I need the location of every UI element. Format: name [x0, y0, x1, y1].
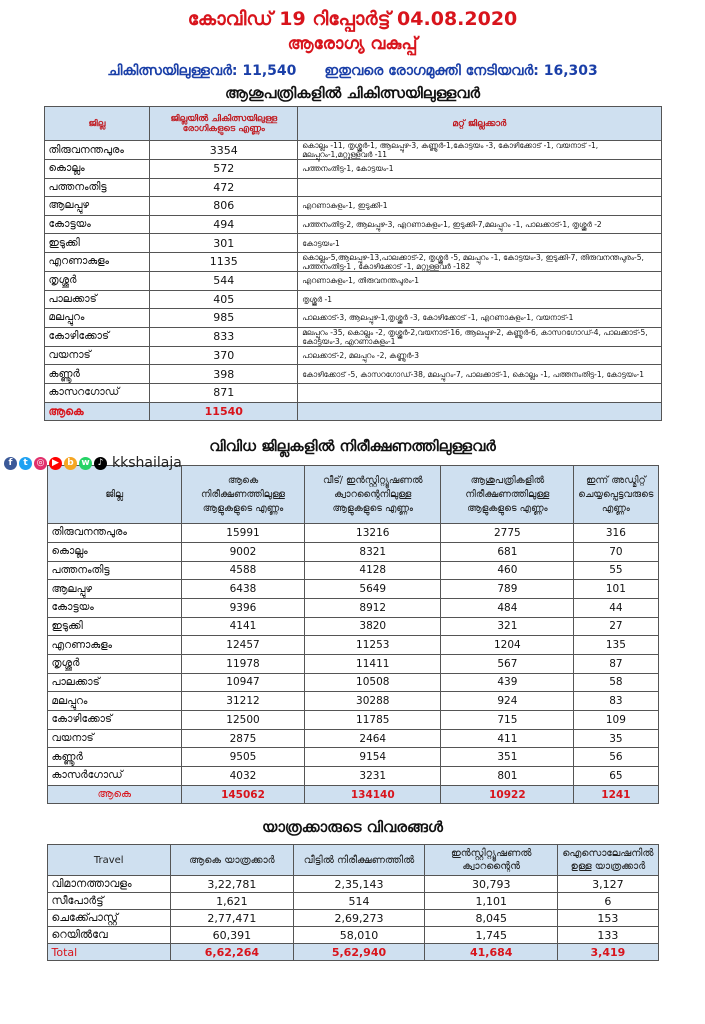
- other-districts: പത്തനംതിട്ട-1, കോട്ടയം-1: [298, 160, 661, 179]
- observation-row: [47, 542, 658, 561]
- travel-header-isolation: ഐസൊലേഷനിൽ ഉള്ള യാത്രക്കാർ: [558, 845, 658, 876]
- observation-row: [47, 598, 658, 617]
- travel-mode: വിമാനത്താവളം: [47, 876, 170, 893]
- other-districts: എറണാകുളം-1, തിരുവനന്തപുരം-1: [298, 271, 661, 290]
- total-count: 11540: [150, 402, 298, 421]
- other-districts: പാലക്കാട്-2, മലപ്പുറം -2, കണ്ണൂർ-3: [298, 346, 661, 365]
- report-title: കോവിഡ് 19 റിപ്പോർട്ട് 04.08.2020: [187, 8, 518, 30]
- hospital-row: [44, 252, 661, 271]
- whatsapp-icon[interactable]: w: [79, 457, 92, 470]
- instagram-icon[interactable]: ◎: [34, 457, 47, 470]
- district-name: വയനാട്: [47, 729, 181, 748]
- hospital-row: [44, 271, 661, 290]
- other-districts: കോട്ടയം-1: [298, 234, 661, 253]
- observation-total-row: [47, 785, 658, 804]
- observation-value: 35: [574, 729, 658, 748]
- header-count: ജില്ലയിൽ ചികിത്സയിലുള്ള രോഗികളുടെ എണ്ണം: [150, 107, 298, 141]
- observation-value: 15991: [181, 524, 304, 543]
- under-treatment-stat: ചികിത്സയിലുള്ളവർ: 11,540: [107, 63, 297, 79]
- hospital-row: [44, 160, 661, 179]
- observation-value: 439: [441, 673, 574, 692]
- observation-section-title: വിവിധ ജില്ലകളിൽ നിരീക്ഷണത്തിലുള്ളവർ: [209, 437, 496, 456]
- observation-row: [47, 580, 658, 599]
- hospital-row: [44, 383, 661, 402]
- district-name: പത്തനംതിട്ട: [47, 561, 181, 580]
- observation-row: [47, 654, 658, 673]
- district-name: പാലക്കാട്: [44, 290, 150, 309]
- travel-value: 1,621: [170, 893, 293, 910]
- hospital-table: [44, 106, 662, 421]
- other-districts: കൊല്ലം-5,ആലപ്പുഴ-13,പാലക്കാട്-2, തൃശ്ശൂർ -5, മലപ്പുറം -1, കോട്ടയം-3, ഇടുക്കി-7, തിരുവനന്തപുരം-5, പത്തനംതിട്ട-1 , കോഴിക്കോട് -1, മറ്റുള്ളവർ -182: [298, 252, 661, 271]
- total-others: [298, 402, 661, 421]
- observation-value: 9396: [181, 598, 304, 617]
- patient-count: 544: [150, 271, 298, 290]
- patient-count: 985: [150, 309, 298, 328]
- district-name: കൊല്ലം: [47, 542, 181, 561]
- observation-value: 460: [441, 561, 574, 580]
- observation-value: 2464: [305, 729, 441, 748]
- patient-count: 398: [150, 365, 298, 384]
- district-name: കണ്ണൂർ: [47, 748, 181, 767]
- observation-row: [47, 711, 658, 730]
- summary-stats: [0, 60, 705, 82]
- observation-value: 789: [441, 580, 574, 599]
- observation-value: 3820: [305, 617, 441, 636]
- travel-value: 2,69,273: [293, 910, 424, 927]
- travel-total-label: Total: [47, 944, 170, 961]
- travel-value: 153: [558, 910, 658, 927]
- other-districts: തൃശ്ശൂർ -1: [298, 290, 661, 309]
- obs-header-district: ജില്ല: [47, 466, 181, 524]
- hospital-row: [44, 234, 661, 253]
- observation-value: 13216: [305, 524, 441, 543]
- travel-total-value: 3,419: [558, 944, 658, 961]
- patient-count: 3354: [150, 141, 298, 160]
- obs-header-admitted: ഇന്ന് അഡ്മിറ്റ് ചെയ്യപ്പെട്ടവരുടെ എണ്ണം: [574, 466, 658, 524]
- travel-value: 2,77,471: [170, 910, 293, 927]
- observation-row: [47, 729, 658, 748]
- observation-row: [47, 561, 658, 580]
- district-name: ഇടുക്കി: [47, 617, 181, 636]
- facebook-icon[interactable]: f: [4, 457, 17, 470]
- patient-count: 833: [150, 327, 298, 346]
- observation-value: 10508: [305, 673, 441, 692]
- observation-value: 1204: [441, 636, 574, 655]
- patient-count: 494: [150, 215, 298, 234]
- patient-count: 572: [150, 160, 298, 179]
- observation-value: 27: [574, 617, 658, 636]
- observation-row: [47, 748, 658, 767]
- district-name: ആലപ്പുഴ: [44, 197, 150, 216]
- travel-mode: ചെക്ക്പോസ്റ്റ്: [47, 910, 170, 927]
- travel-header-total: ആകെ യാത്രക്കാർ: [170, 845, 293, 876]
- observation-row: [47, 767, 658, 786]
- department-name: ആരോഗ്യ വകുപ്പ്: [287, 34, 418, 54]
- header-other-districts: മറ്റ് ജില്ലക്കാർ: [298, 107, 661, 141]
- obs-total-value: 1241: [574, 785, 658, 804]
- observation-table: [47, 465, 659, 804]
- hospital-row: [44, 309, 661, 328]
- travel-value: 514: [293, 893, 424, 910]
- travel-value: 3,127: [558, 876, 658, 893]
- observation-value: 56: [574, 748, 658, 767]
- other-districts: കോഴിക്കോട് -5, കാസറഗോഡ്-38, മലപ്പുറം-7, പാലക്കാട്-1, കൊല്ലം -1, പത്തനംതിട്ട-1, കോട്ടയം-1: [298, 365, 661, 384]
- hospital-section-title: ആശുപത്രികളിൽ ചികിത്സയിലുള്ളവർ: [225, 84, 480, 102]
- district-name: കാസറഗോഡ്: [44, 383, 150, 402]
- travel-header-institutional: ഇൻസ്റ്റിറ്റ്യൂഷണൽ ക്വാറന്റൈൻ: [425, 845, 558, 876]
- hospital-row: [44, 215, 661, 234]
- observation-value: 4032: [181, 767, 304, 786]
- observation-value: 316: [574, 524, 658, 543]
- obs-total-label: ആകെ: [47, 785, 181, 804]
- observation-value: 567: [441, 654, 574, 673]
- observation-value: 5649: [305, 580, 441, 599]
- other-districts: പാലക്കാട്-3, ആലപ്പുഴ-1,തൃശ്ശൂർ -3, കോഴിക്കോട് -1, എറണാകുളം-1, വയനാട്-1: [298, 309, 661, 328]
- other-districts: എറണാകുളം-1, ഇടുക്കി-1: [298, 197, 661, 216]
- travel-total-value: 5,62,940: [293, 944, 424, 961]
- travel-row: [47, 876, 658, 893]
- observation-value: 31212: [181, 692, 304, 711]
- district-name: കോട്ടയം: [44, 215, 150, 234]
- observation-row: [47, 524, 658, 543]
- observation-value: 6438: [181, 580, 304, 599]
- other-districts: പത്തനംതിട്ട-2, ആലപ്പുഴ-3, എറണാകുളം-1, ഇടുക്കി-7,മലപ്പുറം -1, പാലക്കാട്-1, തൃശ്ശൂർ -2: [298, 215, 661, 234]
- observation-value: 55: [574, 561, 658, 580]
- other-districts: മലപ്പുറം -35, കൊല്ലം -2, തൃശ്ശൂർ-2,വയനാട്-16, ആലപ്പുഴ-2, കണ്ണൂർ-6, കാസറഗോഡ്-4, പാലക്കാട്-5, കോട്ടയം-3, എറണാകുളം-1: [298, 327, 661, 346]
- observation-value: 2875: [181, 729, 304, 748]
- district-name: തിരുവനന്തപുരം: [44, 141, 150, 160]
- tiktok-icon[interactable]: ♪: [94, 457, 107, 470]
- observation-value: 411: [441, 729, 574, 748]
- hospital-row: [44, 346, 661, 365]
- travel-value: 60,391: [170, 927, 293, 944]
- travel-value: 133: [558, 927, 658, 944]
- observation-value: 351: [441, 748, 574, 767]
- district-name: കൊല്ലം: [44, 160, 150, 179]
- observation-value: 681: [441, 542, 574, 561]
- observation-value: 11978: [181, 654, 304, 673]
- observation-value: 10947: [181, 673, 304, 692]
- district-name: തൃശ്ശൂർ: [44, 271, 150, 290]
- district-name: കാസർഗോഡ്: [47, 767, 181, 786]
- observation-value: 11411: [305, 654, 441, 673]
- observation-value: 924: [441, 692, 574, 711]
- travel-table-header: [47, 845, 658, 876]
- patient-count: 871: [150, 383, 298, 402]
- district-name: വയനാട്: [44, 346, 150, 365]
- travel-mode: സീപോർട്ട്: [47, 893, 170, 910]
- hospital-row: [44, 178, 661, 197]
- observation-value: 30288: [305, 692, 441, 711]
- travel-value: 2,35,143: [293, 876, 424, 893]
- district-name: എറണാകുളം: [44, 252, 150, 271]
- observation-table-header: [47, 466, 658, 524]
- travel-mode: റെയിൽവേ: [47, 927, 170, 944]
- district-name: കോഴിക്കോട്: [44, 327, 150, 346]
- travel-row: [47, 927, 658, 944]
- observation-value: 12457: [181, 636, 304, 655]
- district-name: എറണാകുളം: [47, 636, 181, 655]
- observation-value: 11253: [305, 636, 441, 655]
- travel-row: [47, 893, 658, 910]
- hospital-row: [44, 197, 661, 216]
- obs-header-hospital: ആശുപത്രികളിൽ നിരീക്ഷണത്തിലുള്ള ആളുകളുടെ എണ്ണം: [441, 466, 574, 524]
- hospital-row: [44, 141, 661, 160]
- observation-value: 44: [574, 598, 658, 617]
- district-name: ഇടുക്കി: [44, 234, 150, 253]
- observation-value: 9154: [305, 748, 441, 767]
- social-handle: kkshailaja: [112, 455, 182, 471]
- header-district: ജില്ല: [44, 107, 150, 141]
- travel-total-row: [47, 944, 658, 961]
- observation-value: 70: [574, 542, 658, 561]
- district-name: പാലക്കാട്: [47, 673, 181, 692]
- patient-count: 472: [150, 178, 298, 197]
- twitter-icon[interactable]: t: [19, 457, 32, 470]
- observation-value: 109: [574, 711, 658, 730]
- patient-count: 806: [150, 197, 298, 216]
- district-name: മലപ്പുറം: [44, 309, 150, 328]
- observation-value: 801: [441, 767, 574, 786]
- blog-icon[interactable]: b: [64, 457, 77, 470]
- observation-value: 3231: [305, 767, 441, 786]
- social-handles: [4, 455, 182, 471]
- hospital-row: [44, 290, 661, 309]
- district-name: തൃശ്ശൂർ: [47, 654, 181, 673]
- district-name: പത്തനംതിട്ട: [44, 178, 150, 197]
- other-districts: [298, 383, 661, 402]
- travel-value: 8,045: [425, 910, 558, 927]
- observation-value: 4141: [181, 617, 304, 636]
- observation-value: 9002: [181, 542, 304, 561]
- recovered-stat: ഇതുവരെ രോഗമുക്തി നേടിയവർ: 16,303: [324, 63, 598, 79]
- district-name: മലപ്പുറം: [47, 692, 181, 711]
- observation-row: [47, 673, 658, 692]
- travel-table: [47, 844, 659, 961]
- observation-value: 4128: [305, 561, 441, 580]
- observation-value: 11785: [305, 711, 441, 730]
- obs-total-value: 145062: [181, 785, 304, 804]
- observation-value: 12500: [181, 711, 304, 730]
- district-name: കോട്ടയം: [47, 598, 181, 617]
- hospital-row: [44, 327, 661, 346]
- observation-value: 135: [574, 636, 658, 655]
- observation-value: 58: [574, 673, 658, 692]
- observation-value: 321: [441, 617, 574, 636]
- observation-value: 83: [574, 692, 658, 711]
- travel-value: 58,010: [293, 927, 424, 944]
- district-name: കോഴിക്കോട്: [47, 711, 181, 730]
- other-districts: [298, 178, 661, 197]
- observation-value: 484: [441, 598, 574, 617]
- travel-section-title: യാത്രക്കാരുടെ വിവരങ്ങൾ: [262, 818, 443, 837]
- obs-total-value: 10922: [441, 785, 574, 804]
- patient-count: 301: [150, 234, 298, 253]
- travel-value: 30,793: [425, 876, 558, 893]
- travel-header-home: വീട്ടിൽ നിരീക്ഷണത്തിൽ: [293, 845, 424, 876]
- district-name: കണ്ണൂർ: [44, 365, 150, 384]
- travel-value: 6: [558, 893, 658, 910]
- observation-value: 65: [574, 767, 658, 786]
- observation-value: 2775: [441, 524, 574, 543]
- travel-value: 1,101: [425, 893, 558, 910]
- total-label: ആകെ: [44, 402, 150, 421]
- hospital-table-header: [44, 107, 661, 141]
- observation-value: 4588: [181, 561, 304, 580]
- travel-total-value: 6,62,264: [170, 944, 293, 961]
- observation-value: 9505: [181, 748, 304, 767]
- observation-value: 8912: [305, 598, 441, 617]
- obs-total-value: 134140: [305, 785, 441, 804]
- observation-value: 715: [441, 711, 574, 730]
- travel-value: 1,745: [425, 927, 558, 944]
- observation-value: 8321: [305, 542, 441, 561]
- travel-row: [47, 910, 658, 927]
- district-name: ആലപ്പുഴ: [47, 580, 181, 599]
- obs-header-quarantine: വീട്/ ഇൻസ്റ്റിറ്റ്യൂഷണൽ ക്വാറന്റൈനിലുള്ള ആളുകളുടെ എണ്ണം: [305, 466, 441, 524]
- district-name: തിരുവനന്തപുരം: [47, 524, 181, 543]
- observation-value: 101: [574, 580, 658, 599]
- travel-header-type: Travel: [47, 845, 170, 876]
- observation-row: [47, 617, 658, 636]
- hospital-total-row: [44, 402, 661, 421]
- obs-header-total: ആകെ നിരീക്ഷണത്തിലുള്ള ആളുകളുടെ എണ്ണം: [181, 466, 304, 524]
- other-districts: കൊല്ലം -11, തൃശ്ശൂർ-1, ആലപ്പുഴ-3, കണ്ണൂർ-1,കോട്ടയം -3, കോഴിക്കോട് -1, വയനാട് -1, മലപ്പുറം-1,മറ്റുള്ളവർ -11: [298, 141, 661, 160]
- travel-value: 3,22,781: [170, 876, 293, 893]
- youtube-icon[interactable]: ▶: [49, 457, 62, 470]
- travel-total-value: 41,684: [425, 944, 558, 961]
- observation-row: [47, 692, 658, 711]
- patient-count: 370: [150, 346, 298, 365]
- hospital-row: [44, 365, 661, 384]
- observation-value: 87: [574, 654, 658, 673]
- observation-row: [47, 636, 658, 655]
- patient-count: 1135: [150, 252, 298, 271]
- patient-count: 405: [150, 290, 298, 309]
